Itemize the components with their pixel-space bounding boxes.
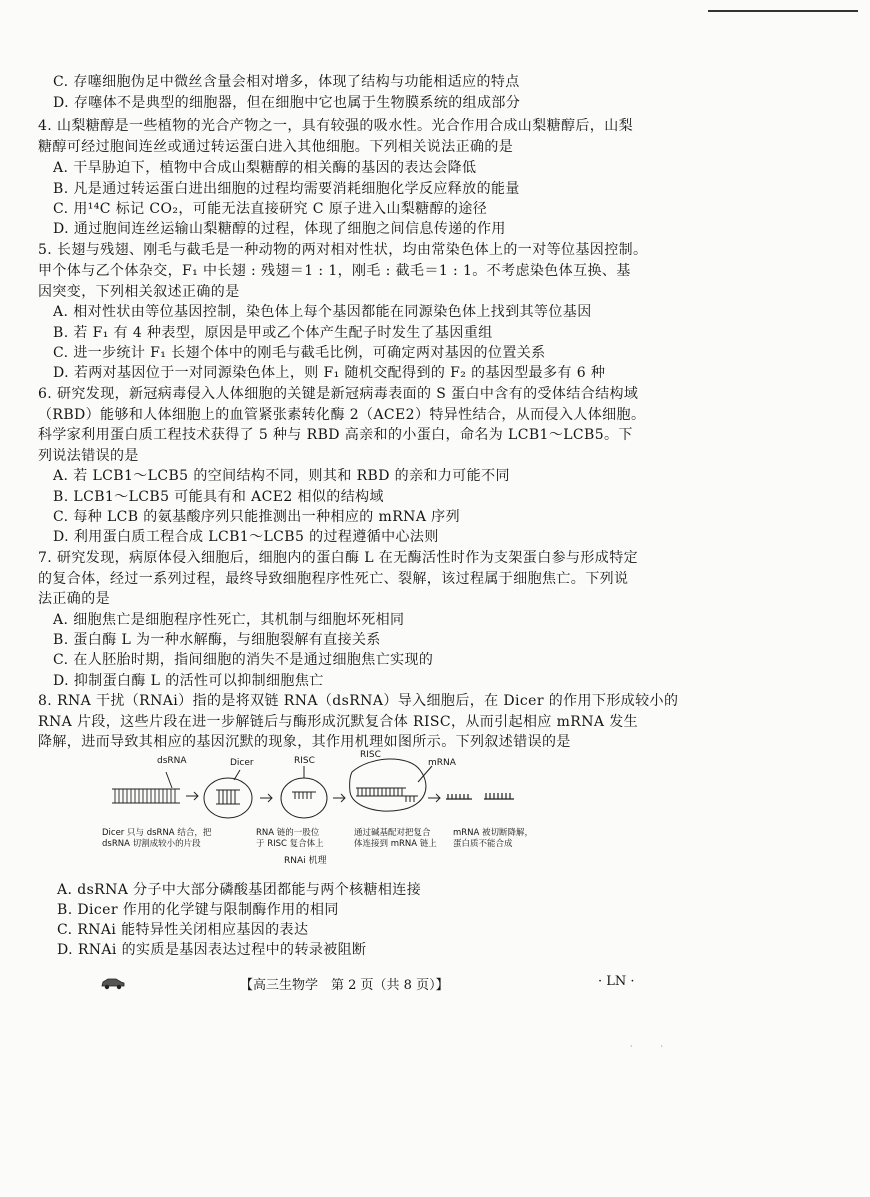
text-line-q4b: 糖醇可经过胞间连丝或通过转运蛋白进入其他细胞。下列相关说法正确的是 — [38, 139, 514, 155]
text-line-q5C: C. 进一步统计 F₁ 长翅个体中的刚毛与截毛比例，可确定两对基因的位置关系 — [53, 345, 546, 361]
page-footer — [0, 974, 870, 994]
risc-complex — [281, 766, 327, 818]
text-line-q7C: C. 在人胚胎时期，指间细胞的消失不是通过细胞焦亡实现的 — [53, 652, 434, 668]
text-line-q8C: C. RNAi 能特异性关闭相应基因的表达 — [57, 922, 309, 938]
text-line-q5D: D. 若两对基因位于一对同源染色体上，则 F₁ 随机交配得到的 F₂ 的基因型最多有 6 种 — [53, 365, 606, 381]
text-line-q5B: B. 若 F₁ 有 4 种表型，原因是甲或乙个体产生配子时发生了基因重组 — [53, 325, 493, 341]
text-line-q6D: D. 利用蛋白质工程合成 LCB1～LCB5 的过程遵循中心法则 — [53, 529, 439, 545]
caption-step3-line1: 通过碱基配对把复合 — [354, 828, 431, 838]
text-line-q8a: 8. RNA 干扰（RNAi）指的是将双链 RNA（dsRNA）导入细胞后，在 Dicer 的作用下形成较小的 — [38, 693, 679, 709]
arrow-2 — [260, 794, 272, 802]
text-line-q7B: B. 蛋白酶 L 为一种水解酶，与细胞裂解有直接关系 — [53, 632, 381, 648]
label-risc-2: RISC — [360, 750, 381, 760]
scan-specks: · · — [630, 1042, 664, 1051]
caption-step2-line2: 于 RISC 复合体上 — [256, 839, 324, 849]
text-line-q6C: C. 每种 LCB 的氨基酸序列只能推测出一种相应的 mRNA 序列 — [53, 509, 460, 525]
text-line-q8D: D. RNAi 的实质是基因表达过程中的转录被阻断 — [57, 942, 367, 958]
text-line-q7a: 7. 研究发现，病原体侵入细胞后，细胞内的蛋白酶 L 在无酶活性时作为支架蛋白参与形成特定 — [38, 550, 639, 566]
text-line-q6a: 6. 研究发现，新冠病毒侵入人体细胞的关键是新冠病毒表面的 S 蛋白中含有的受体结合结构域 — [38, 386, 639, 402]
text-line-q6c: 科学家利用蛋白质工程技术获得了 5 种与 RBD 高亲和的小蛋白，命名为 LCB1～LCB5。下 — [38, 427, 633, 443]
caption-step1-line1: Dicer 只与 dsRNA 结合，把 — [102, 828, 212, 838]
label-dsrna: dsRNA — [157, 756, 187, 766]
text-line-q4D: D. 通过胞间连丝运输山梨糖醇的过程，体现了细胞之间信息传递的作用 — [53, 221, 506, 237]
arrow-1 — [186, 792, 198, 800]
text-line-q6b: （RBD）能够和人体细胞上的血管紧张素转化酶 2（ACE2）特异性结合，从而侵入人体细胞。 — [38, 407, 646, 423]
caption-step3-line2: 体连接到 mRNA 链上 — [354, 839, 437, 849]
footer-code: · LN · — [598, 974, 635, 989]
dsrna-ladder — [112, 772, 180, 803]
rnai-diagram — [100, 752, 540, 872]
risc-mrna-binding — [350, 759, 432, 811]
text-line-q4B: B. 凡是通过转运蛋白进出细胞的过程均需要消耗细胞化学反应释放的能量 — [53, 181, 520, 197]
text-line-q8B: B. Dicer 作用的化学键与限制酶作用的相同 — [57, 902, 339, 918]
text-line-q3c: C. 存噻细胞伪足中微丝含量会相对增多，体现了结构与功能相适应的特点 — [53, 74, 520, 90]
text-line-q7D: D. 抑制蛋白酶 L 的活性可以抑制细胞焦亡 — [53, 673, 324, 689]
text-line-q7c: 法正确的是 — [38, 591, 110, 607]
text-line-q5b: 甲个体与乙个体杂交，F₁ 中长翅 : 残翅＝1 : 1，刚毛 : 截毛＝1 : 1。不考虑染色体互换、基 — [38, 263, 631, 279]
caption-step4-line1: mRNA 被切断降解， — [453, 828, 534, 838]
label-mrna: mRNA — [428, 758, 456, 768]
text-line-q8A: A. dsRNA 分子中大部分磷酸基团都能与两个核糖相连接 — [57, 882, 422, 898]
text-line-q4a: 4. 山梨糖醇是一些植物的光合产物之一，具有较强的吸水性。光合作用合成山梨糖醇后，山梨 — [38, 118, 634, 134]
car-logo-icon — [100, 976, 126, 990]
text-line-q4A: A. 干旱胁迫下，植物中合成山梨糖醇的相关酶的基因的表达会降低 — [53, 160, 477, 176]
figure-title: RNAi 机理 — [284, 856, 327, 866]
text-line-q7A: A. 细胞焦亡是细胞程序性死亡，其机制与细胞坏死相同 — [53, 612, 405, 628]
caption-step1-line2: dsRNA 切割成较小的片段 — [102, 839, 201, 849]
text-line-q6d: 列说法错误的是 — [38, 448, 139, 464]
caption-step4-line2: 蛋白质不能合成 — [453, 839, 513, 849]
label-risc-1: RISC — [294, 756, 315, 766]
text-line-q8b: RNA 片段，这些片段在进一步解链后与酶形成沉默复合体 RISC，从而引起相应 mRNA 发生 — [38, 714, 639, 730]
text-line-q5A: A. 相对性状由等位基因控制，染色体上每个基因都能在同源染色体上找到其等位基因 — [53, 304, 592, 320]
rnai-figure — [100, 752, 540, 872]
label-dicer: Dicer — [230, 758, 254, 768]
text-line-q5c: 因突变，下列相关叙述正确的是 — [38, 284, 240, 300]
dicer-complex — [204, 770, 252, 818]
text-line-q5a: 5. 长翅与残翅、刚毛与截毛是一种动物的两对相对性状，均由常染色体上的一对等位基因控制。 — [38, 242, 648, 258]
footer-page-info: 【高三生物学 第 2 页（共 8 页）】 — [240, 978, 449, 993]
text-line-q6B: B. LCB1～LCB5 可能具有和 ACE2 相似的结构域 — [53, 489, 384, 505]
degraded-mrna-fragments — [446, 793, 514, 799]
text-line-q7b: 的复合体，经过一系列过程，最终导致细胞程序性死亡、裂解，该过程属于细胞焦亡。下列说 — [38, 571, 629, 587]
arrow-3 — [333, 794, 345, 802]
text-line-q6A: A. 若 LCB1～LCB5 的空间结构不同，则其和 RBD 的亲和力可能不同 — [53, 468, 510, 484]
arrow-4 — [428, 794, 440, 802]
text-line-q4C: C. 用¹⁴C 标记 CO₂，可能无法直接研究 C 原子进入山梨糖醇的途径 — [53, 201, 488, 217]
caption-step2-line1: RNA 链的一股位 — [256, 828, 320, 838]
text-line-q3d: D. 存噻体不是典型的细胞器，但在细胞中它也属于生物膜系统的组成部分 — [53, 95, 521, 111]
text-line-q8c: 降解，进而导致其相应的基因沉默的现象，其作用机理如图所示。下列叙述错误的是 — [38, 734, 571, 750]
